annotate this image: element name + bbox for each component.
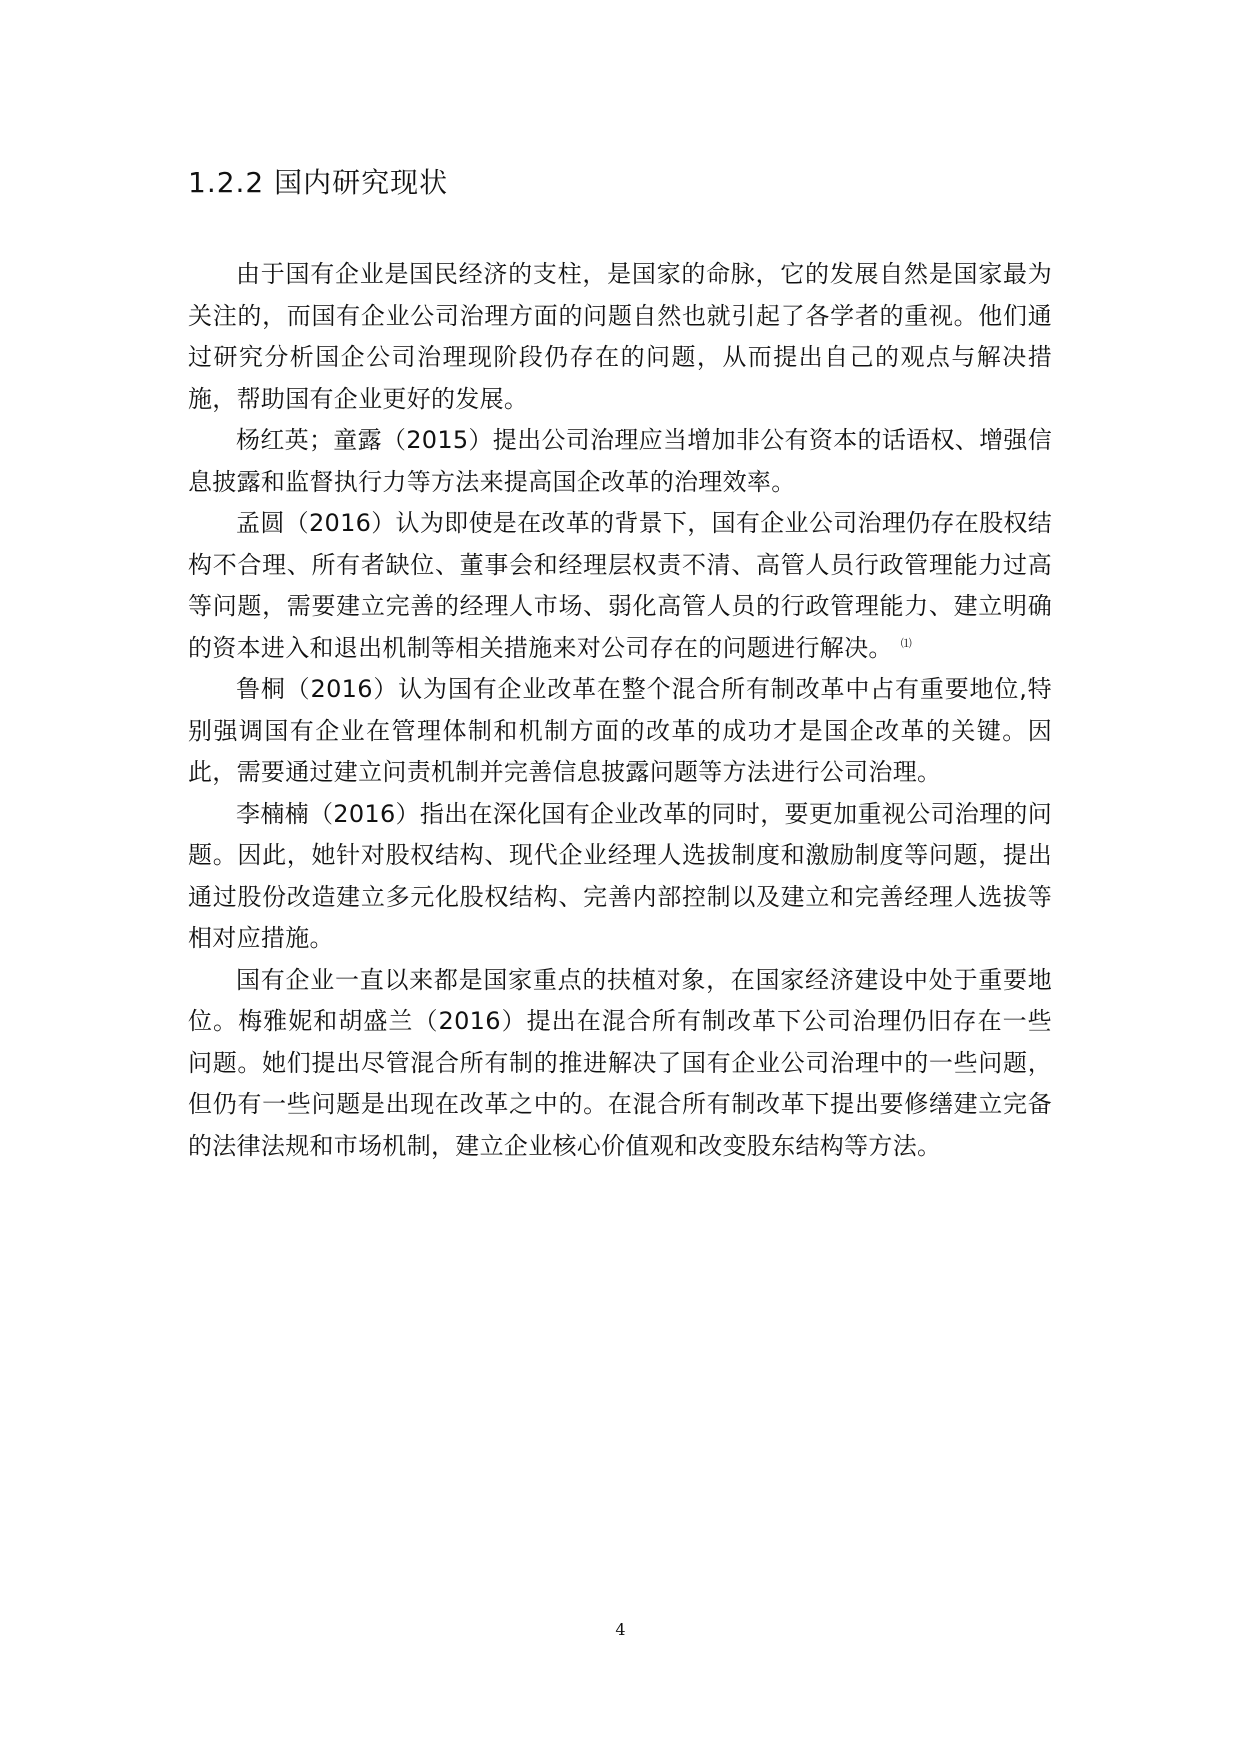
section-heading: 1.2.2 国内研究现状 [188,166,449,199]
paragraph-text: 李楠楠（2016）指出在深化国有企业改革的同时，要更加重视公司治理的问题。因此，她针对股权结构、现代企业经理人选拔制度和激励制度等问题，提出通过股份改造建立多元化股权结构、完善内部控制以及建立和完善经理人选拔等相对应措施。 [188,799,1052,952]
paragraph-text: 孟圆（2016）认为即使是在改革的背景下，国有企业公司治理仍存在股权结构不合理、所有者缺位、董事会和经理层权责不清、高管人员行政管理能力过高等问题，需要建立完善的经理人市场、弱化高管人员的行政管理能力、建立明确的资本进入和退出机制等相关措施来对公司存在的问题进行解决。 [188,509,1052,662]
paragraph-text: 由于国有企业是国民经济的支柱，是国家的命脉，它的发展自然是国家最为关注的，而国有企业公司治理方面的问题自然也就引起了各学者的重视。他们通过研究分析国企公司治理现阶段仍存在的问题，从而提出自己的观点与解决措施，帮助国有企业更好的发展。 [188,260,1052,413]
paragraph-yang-tong [188,420,1052,503]
footnote-marker: ⑴ [900,636,913,650]
paragraph-text: 杨红英；童露（2015）提出公司治理应当增加非公有资本的话语权、增强信息披露和监督执行力等方法来提高国企改革的治理效率。 [188,426,1052,496]
paragraph-lu-tong [188,669,1052,794]
paragraph-mei-hu [188,960,1052,1168]
paragraph-meng-yuan [188,503,1052,669]
body-text [188,254,1052,1167]
paragraph-li-nannan [188,794,1052,960]
paragraph-intro [188,254,1052,420]
paragraph-text: 国有企业一直以来都是国家重点的扶植对象，在国家经济建设中处于重要地位。梅雅妮和胡盛兰（2016）提出在混合所有制改革下公司治理仍旧存在一些问题。她们提出尽管混合所有制的推进解决了国有企业公司治理中的一些问题，但仍有一些问题是出现在改革之中的。在混合所有制改革下提出要修缮建立完备的法律法规和市场机制，建立企业核心价值观和改变股东结构等方法。 [188,965,1052,1160]
paragraph-text: 鲁桐（2016）认为国有企业改革在整个混合所有制改革中占有重要地位,特别强调国有企业在管理体制和机制方面的改革的成功才是国企改革的关键。因此，需要通过建立问责机制并完善信息披露问题等方法进行公司治理。 [188,675,1052,786]
page-number: 4 [615,1620,626,1639]
